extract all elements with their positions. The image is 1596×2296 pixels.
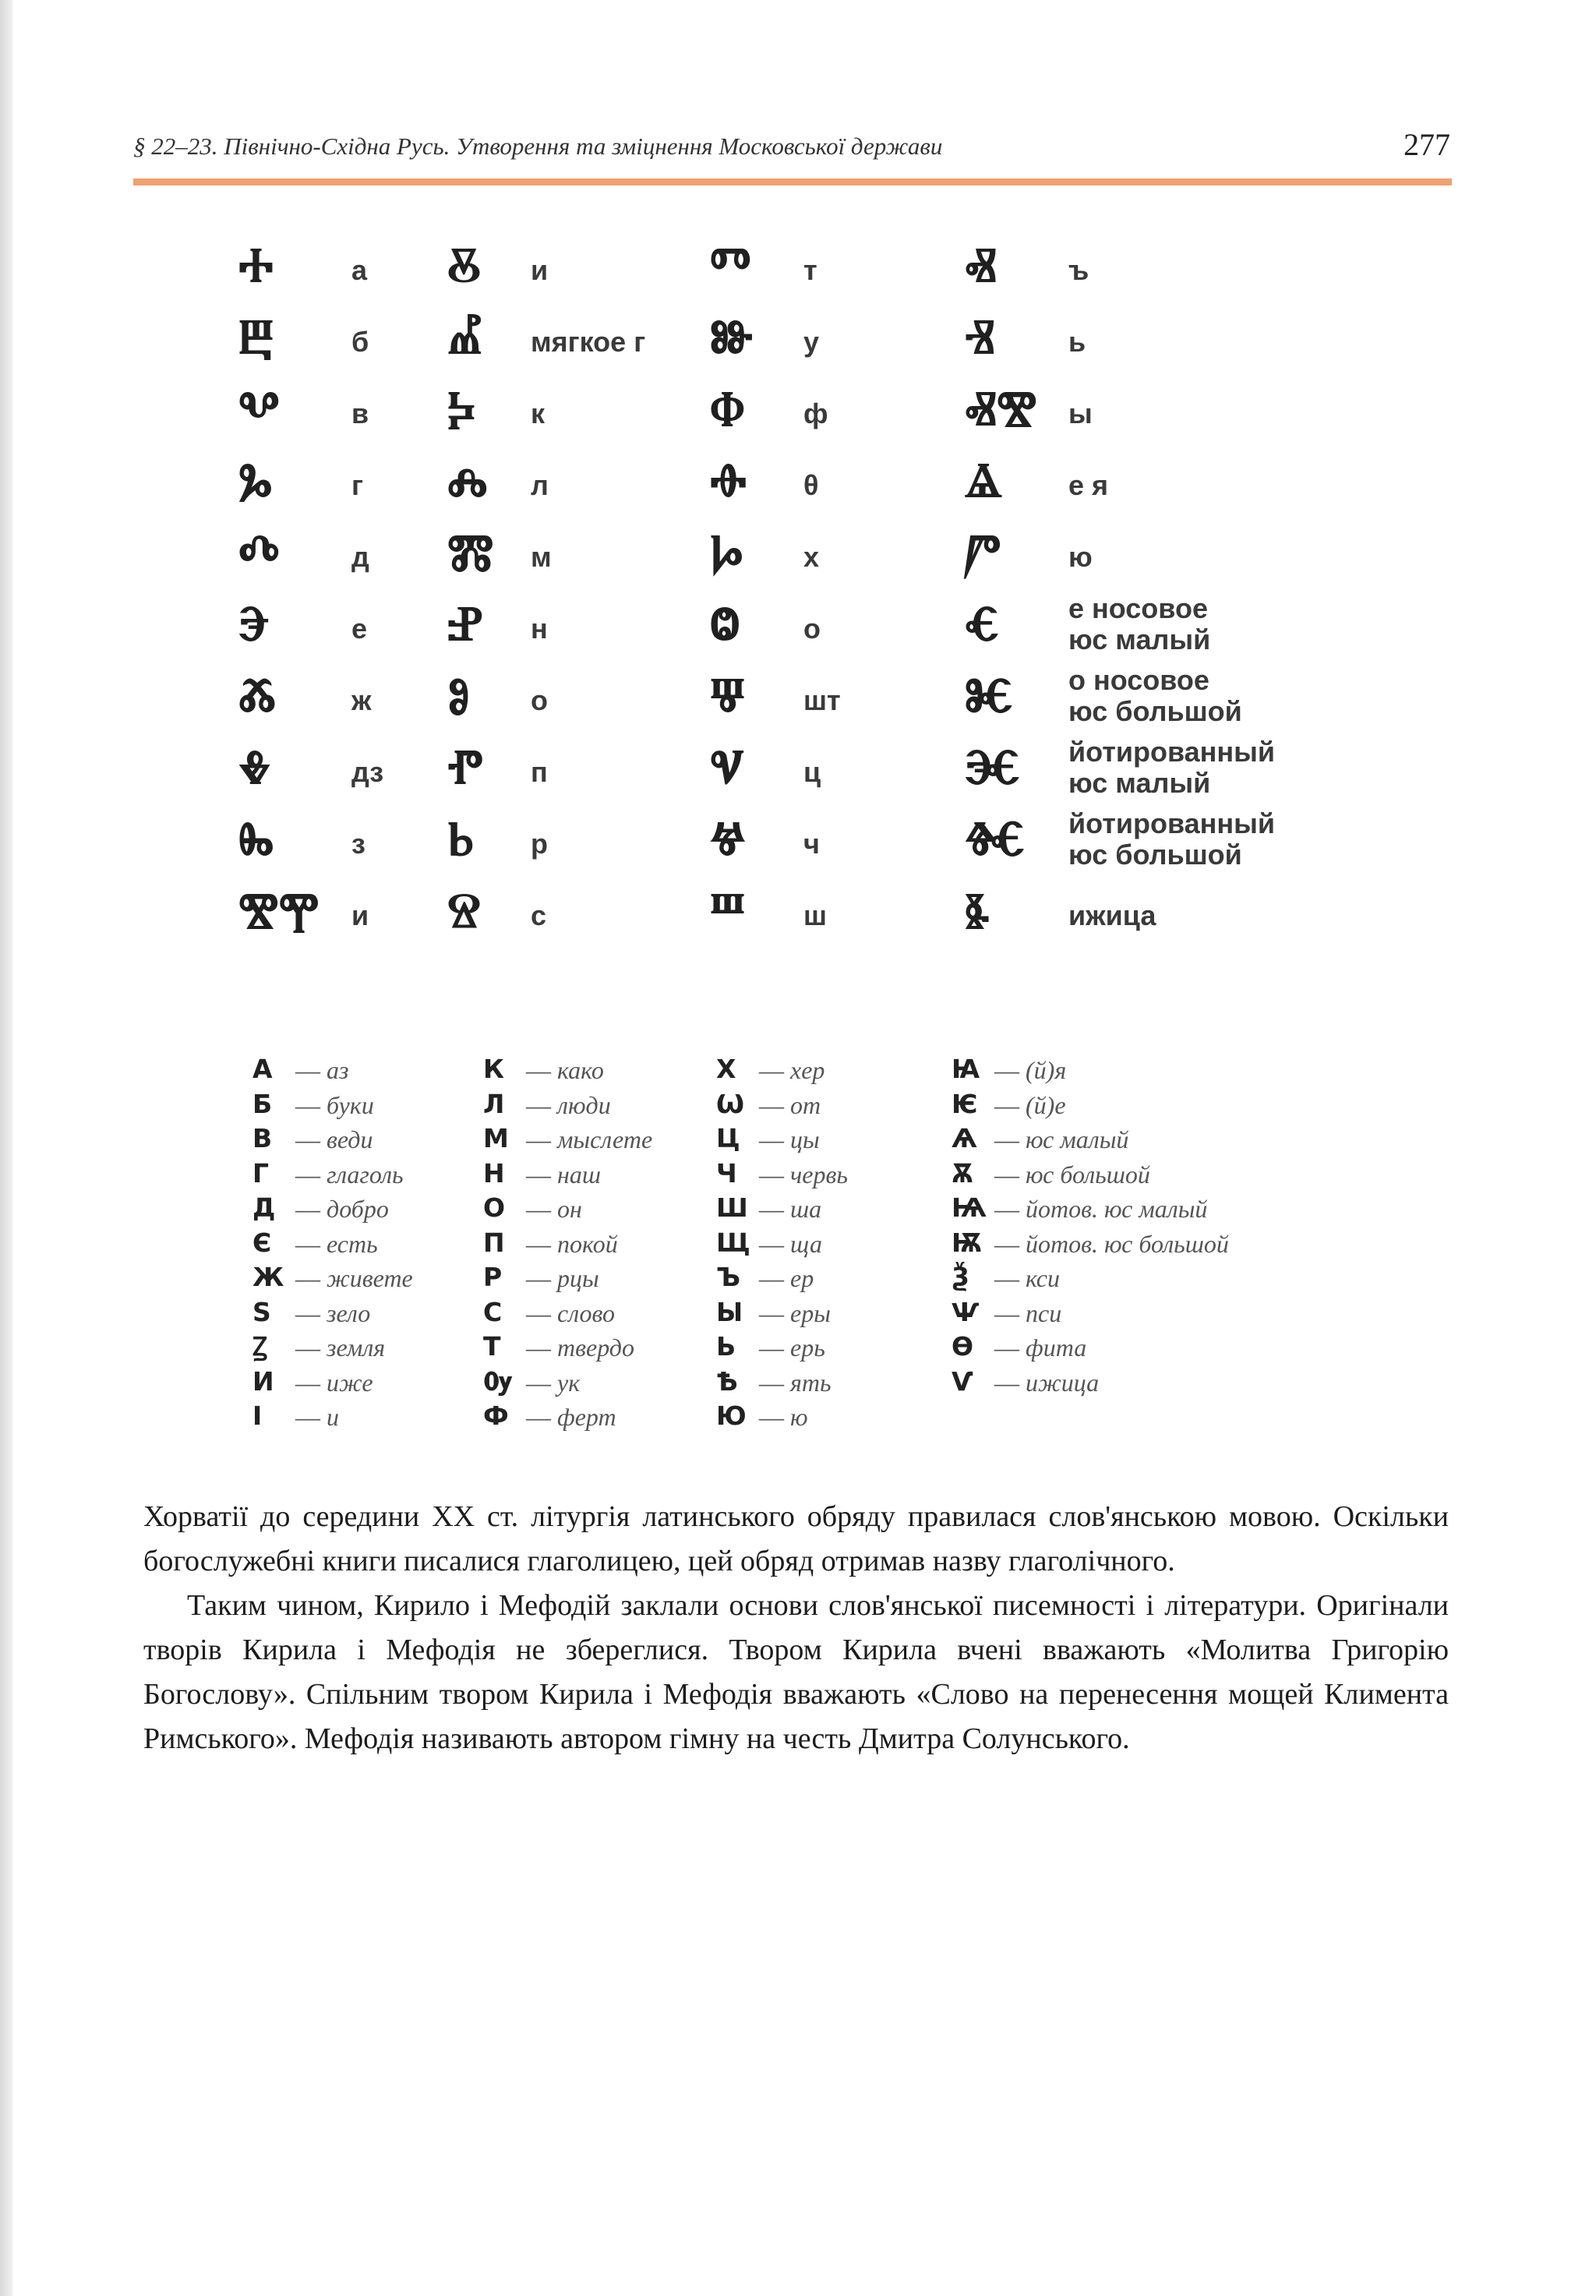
paragraph: Таким чином, Кирило і Мефодій заклали основи слов'янської писемності і літератури. Оригінали творів Кирила і Мефодія не збереглися. Твором Кирила вчені вважають «Молитва Григорію Богослову». Спільним твором Кирила і Мефодія вважають «Слово на перенесення мощей Климента Римського». Мефодія називають автором гімну на честь Дмитра Солунського.	[143, 1589, 1449, 1755]
glagolitic-letter: Ⱑ	[965, 451, 1002, 508]
cyrillic-letter: Ѫ	[952, 1158, 974, 1189]
glagolitic-letter-value-line: о носовое	[1068, 664, 1209, 696]
cyrillic-letter-name: — ижица	[994, 1370, 1099, 1395]
cyrillic-letter: И	[252, 1366, 274, 1397]
glagolitic-letter: Ⱔ	[965, 595, 999, 652]
cyrillic-letter-name: — рцы	[526, 1266, 599, 1291]
header-rule	[133, 178, 1452, 185]
glagolitic-letter-value: ъ	[1068, 254, 1089, 286]
cyrillic-letter-name: — кси	[994, 1266, 1060, 1291]
cyrillic-letter-name: — слово	[526, 1301, 615, 1326]
glagolitic-letter-value: ш	[803, 899, 828, 931]
cyrillic-letter: Ч	[716, 1158, 737, 1189]
glagolitic-letter: Ⱌ	[710, 738, 744, 795]
cyrillic-letter: Г	[252, 1158, 270, 1189]
cyrillic-letter: Ѣ	[716, 1366, 738, 1397]
cyrillic-letter-name: — зело	[295, 1301, 370, 1326]
cyrillic-letter: Р	[483, 1262, 503, 1292]
cyrillic-letter: С	[483, 1297, 503, 1327]
glagolitic-letter: Ⱇ	[710, 380, 745, 436]
cyrillic-letter-name: — иже	[295, 1370, 373, 1395]
cyrillic-letter: К	[483, 1054, 504, 1084]
cyrillic-letter: Т	[483, 1331, 501, 1362]
glagolitic-letter-value: у	[803, 326, 820, 358]
cyrillic-letter-name: — йотов. юс малый	[994, 1196, 1207, 1221]
cyrillic-letter-name: — како	[526, 1058, 604, 1083]
glagolitic-letter: Ⰾ	[447, 451, 488, 508]
cyrillic-letter-name: — (й)я	[994, 1058, 1066, 1083]
glagolitic-letter-value-line: йотированный	[1068, 807, 1276, 839]
glagolitic-letter-value-line: йотированный	[1068, 736, 1276, 768]
glagolitic-letter: Ⱐ	[965, 308, 995, 365]
glagolitic-letter-value: г	[351, 469, 363, 501]
cyrillic-letter: Ѥ	[952, 1089, 978, 1119]
glagolitic-letter-value: ь	[1068, 326, 1086, 358]
glagolitic-letter-value: ж	[351, 684, 372, 716]
glagolitic-letter-value: р	[531, 828, 548, 860]
cyrillic-letter-name: — ферт	[526, 1404, 616, 1429]
glagolitic-letter: Ⱄ	[447, 881, 482, 938]
cyrillic-letter: Ш	[716, 1192, 748, 1223]
glagolitic-letter-value	[1068, 593, 1210, 655]
glagolitic-letter: Ⱃ	[447, 810, 474, 867]
cyrillic-letter-name: — аз	[295, 1058, 348, 1083]
glagolitic-letter-value-line: е носовое	[1068, 592, 1208, 624]
cyrillic-letter: Л	[483, 1089, 505, 1119]
glagolitic-letter-value	[1068, 808, 1275, 870]
cyrillic-letter: Н	[483, 1158, 505, 1189]
cyrillic-letter-name: — ерь	[759, 1335, 825, 1360]
cyrillic-letter-name: — есть	[295, 1231, 378, 1256]
glagolitic-letter-value: дз	[351, 756, 384, 788]
glagolitic-letter-value: о	[531, 684, 548, 716]
glagolitic-letter-value: ижица	[1068, 899, 1156, 931]
body-text	[143, 1495, 1449, 1761]
glagolitic-letter-value: х	[803, 541, 820, 573]
glagolitic-letter-value: м	[531, 541, 552, 573]
cyrillic-letter-name: — хер	[759, 1058, 824, 1083]
glagolitic-letter-value: з	[351, 828, 365, 860]
glagolitic-letter: Ⰱ	[238, 308, 274, 365]
glagolitic-letter-value: п	[531, 756, 548, 788]
cyrillic-letter-name: — живете	[295, 1266, 413, 1291]
page-number: 277	[1404, 127, 1450, 162]
cyrillic-letter: Ы	[716, 1297, 743, 1327]
cyrillic-letter: Ꙁ	[252, 1331, 268, 1362]
cyrillic-letter: Ѵ	[952, 1366, 974, 1397]
glagolitic-letter-value: с	[531, 899, 547, 931]
cyrillic-letter: М	[483, 1123, 509, 1153]
cyrillic-letter-name: — веди	[295, 1127, 373, 1152]
glagolitic-letter: Ⰲ	[238, 380, 280, 436]
cyrillic-letter: Ѭ	[952, 1227, 983, 1258]
cyrillic-letter: Ѯ	[952, 1262, 969, 1292]
glagolitic-letter: Ⱅ	[710, 236, 750, 293]
page-header	[133, 125, 1450, 171]
cyrillic-letter-name: — земля	[295, 1335, 385, 1360]
glagolitic-letter-value: л	[531, 469, 549, 501]
glagolitic-letter-value	[1068, 736, 1275, 798]
cyrillic-letter: Ц	[716, 1123, 740, 1153]
glagolitic-letter-value: н	[531, 613, 548, 645]
cyrillic-letter-name: — буки	[295, 1093, 374, 1118]
glagolitic-letter: Ⱎ	[710, 881, 746, 938]
cyrillic-letter: Б	[252, 1089, 273, 1119]
cyrillic-letter-name: — и	[295, 1404, 339, 1429]
cyrillic-letter: Ж	[252, 1262, 284, 1292]
glagolitic-letter: Ⱍ	[710, 810, 746, 867]
glagolitic-letter-value-line: юс большой	[1068, 838, 1242, 871]
running-title: § 22–23. Північно-Східна Русь. Утворення та зміцнення Московської держави	[133, 132, 943, 160]
cyrillic-letter-name: — ук	[526, 1370, 580, 1395]
glagolitic-letter-value: ч	[803, 828, 820, 860]
cyrillic-letter-name: — цы	[759, 1127, 820, 1152]
cyrillic-letter: О	[483, 1192, 506, 1223]
glagolitic-letter-value: в	[351, 397, 369, 429]
cyrillic-letter: Ѹ	[483, 1366, 513, 1397]
glagolitic-letter-value: к	[531, 397, 546, 429]
cyrillic-letter: Щ	[716, 1227, 750, 1258]
glagolitic-letter-value: а	[351, 254, 368, 286]
cyrillic-letter-name: — фита	[994, 1335, 1086, 1360]
glagolitic-letter: Ⰵ	[238, 595, 270, 652]
glagolitic-letter: Ⰿ	[447, 523, 494, 580]
glagolitic-letter: Ⰶ	[238, 666, 276, 723]
cyrillic-letter-name: — юс большой	[994, 1162, 1150, 1187]
glagolitic-letter-value: мягкое г	[531, 326, 646, 358]
cyrillic-letter: Д	[252, 1192, 276, 1223]
cyrillic-letter: Ѩ	[952, 1192, 987, 1223]
cyrillic-letter-name: — добро	[295, 1196, 389, 1221]
glagolitic-letter-value: б	[351, 326, 369, 358]
glagolitic-letter: Ⱗ	[965, 738, 1020, 795]
cyrillic-letter: Ѳ	[952, 1331, 974, 1362]
glagolitic-letter-value: ф	[803, 397, 828, 429]
glagolitic-letter: Ⱘ	[965, 666, 1013, 723]
cyrillic-letter-name: — глаголь	[295, 1162, 404, 1187]
glagolitic-letter: Ⰳ	[238, 451, 273, 508]
glagolitic-letter-value: д	[351, 541, 369, 573]
glagolitic-letter-value: и	[531, 254, 549, 286]
cyrillic-letter: Х	[716, 1054, 736, 1084]
glagolitic-letter: Ⱋ	[710, 666, 746, 723]
cyrillic-letter-name: — йотов. юс большой	[994, 1231, 1229, 1256]
glagolitic-letter-value-line: юс малый	[1068, 766, 1211, 799]
cyrillic-letter: П	[483, 1227, 505, 1258]
glagolitic-letter: Ⱏ	[965, 236, 998, 293]
cyrillic-letter: Ѕ	[252, 1297, 271, 1327]
glagolitic-letter-value	[1068, 665, 1242, 726]
glagolitic-letter: Ⱆ	[710, 308, 754, 365]
glagolitic-letter: Ⱚ	[710, 451, 747, 508]
cyrillic-letter-name: — пси	[994, 1301, 1061, 1326]
cyrillic-letter-name: — твердо	[526, 1335, 634, 1360]
cyrillic-letter-name: — покой	[526, 1231, 618, 1256]
cyrillic-letter: Ѱ	[952, 1297, 980, 1327]
glagolitic-letter: Ⱂ	[447, 738, 484, 795]
glagolitic-letter: Ⰸ	[238, 810, 274, 867]
cyrillic-letter: Ꙗ	[952, 1054, 980, 1084]
cyrillic-letter: Ю	[716, 1401, 747, 1431]
glagolitic-letter-value: ц	[803, 756, 821, 788]
cyrillic-letter-name: — ер	[759, 1266, 814, 1291]
cyrillic-letter-name: — ща	[759, 1231, 822, 1256]
cyrillic-letter-name: — мыслете	[526, 1127, 652, 1152]
glagolitic-letter: Ⱓ	[965, 523, 1001, 580]
glagolitic-letter: Ⱈ	[710, 523, 743, 580]
cyrillic-letter: І	[252, 1401, 263, 1431]
glagolitic-letter-value-line: юс малый	[1068, 623, 1211, 655]
glagolitic-letter-value: и	[351, 899, 369, 931]
glagolitic-letter: Ⱁ	[447, 666, 471, 723]
glagolitic-letter-value: ы	[1068, 397, 1093, 429]
cyrillic-letter: Ѧ	[952, 1123, 977, 1153]
cyrillic-letter-name: — ять	[759, 1370, 832, 1395]
glagolitic-letter-value-line: юс большой	[1068, 694, 1242, 727]
glagolitic-letter: ⰟⰊ	[965, 380, 1037, 436]
cyrillic-letter: Є	[252, 1227, 272, 1258]
glagolitic-letter: ⰊⰉ	[238, 881, 320, 938]
glagolitic-letter-value: е	[351, 613, 368, 645]
glagolitic-letter-value: θ	[803, 469, 819, 501]
cyrillic-letter: Ь	[716, 1331, 736, 1362]
glagolitic-letter: Ⰰ	[238, 236, 274, 293]
page-gutter	[0, 0, 12, 2296]
cyrillic-letter-name: — ю	[759, 1404, 808, 1429]
book-page	[12, 0, 1596, 2296]
cyrillic-letter-name: — еры	[759, 1301, 831, 1326]
cyrillic-letter: Ф	[483, 1401, 509, 1431]
glagolitic-letter-value: шт	[803, 684, 841, 716]
paragraph: Хорватії до середини XX ст. літургія латинського обряду правилася слов'янською мовою. Оскільки богослужебні книги писалися глаголицею, цей обряд отримав назву глаголічного.	[143, 1500, 1449, 1577]
cyrillic-letter: Ѡ	[716, 1089, 745, 1119]
cyrillic-letter: А	[252, 1054, 273, 1084]
glagolitic-letter: Ⰽ	[447, 380, 475, 436]
cyrillic-letter-name: — он	[526, 1196, 582, 1221]
glagolitic-letter: Ⰻ	[447, 236, 482, 293]
glagolitic-letter: Ⱉ	[710, 595, 740, 652]
glagolitic-letter: Ⱀ	[447, 595, 483, 652]
glagolitic-letter: Ⰼ	[447, 308, 482, 365]
glagolitic-letter-value: ю	[1068, 541, 1093, 573]
cyrillic-letter-name: — ша	[759, 1196, 821, 1221]
glagolitic-letter: Ⱙ	[965, 810, 1025, 867]
glagolitic-letter: Ⰷ	[238, 738, 271, 795]
cyrillic-letter-name: — люди	[526, 1093, 611, 1118]
cyrillic-letter-name: — червь	[759, 1162, 848, 1187]
glagolitic-letter-value: е я	[1068, 469, 1109, 501]
cyrillic-letter-name: — (й)е	[994, 1093, 1066, 1118]
glagolitic-letter: Ⱛ	[965, 881, 990, 938]
glagolitic-letter-value: т	[803, 254, 817, 286]
cyrillic-letter: В	[252, 1123, 273, 1153]
glagolitic-letter: Ⰴ	[238, 523, 280, 580]
cyrillic-letter: Ъ	[716, 1262, 741, 1292]
cyrillic-letter-name: — наш	[526, 1162, 601, 1187]
cyrillic-letter-name: — юс малый	[994, 1127, 1128, 1152]
glagolitic-letter-value: о	[803, 613, 821, 645]
cyrillic-letter-name: — от	[759, 1093, 821, 1118]
